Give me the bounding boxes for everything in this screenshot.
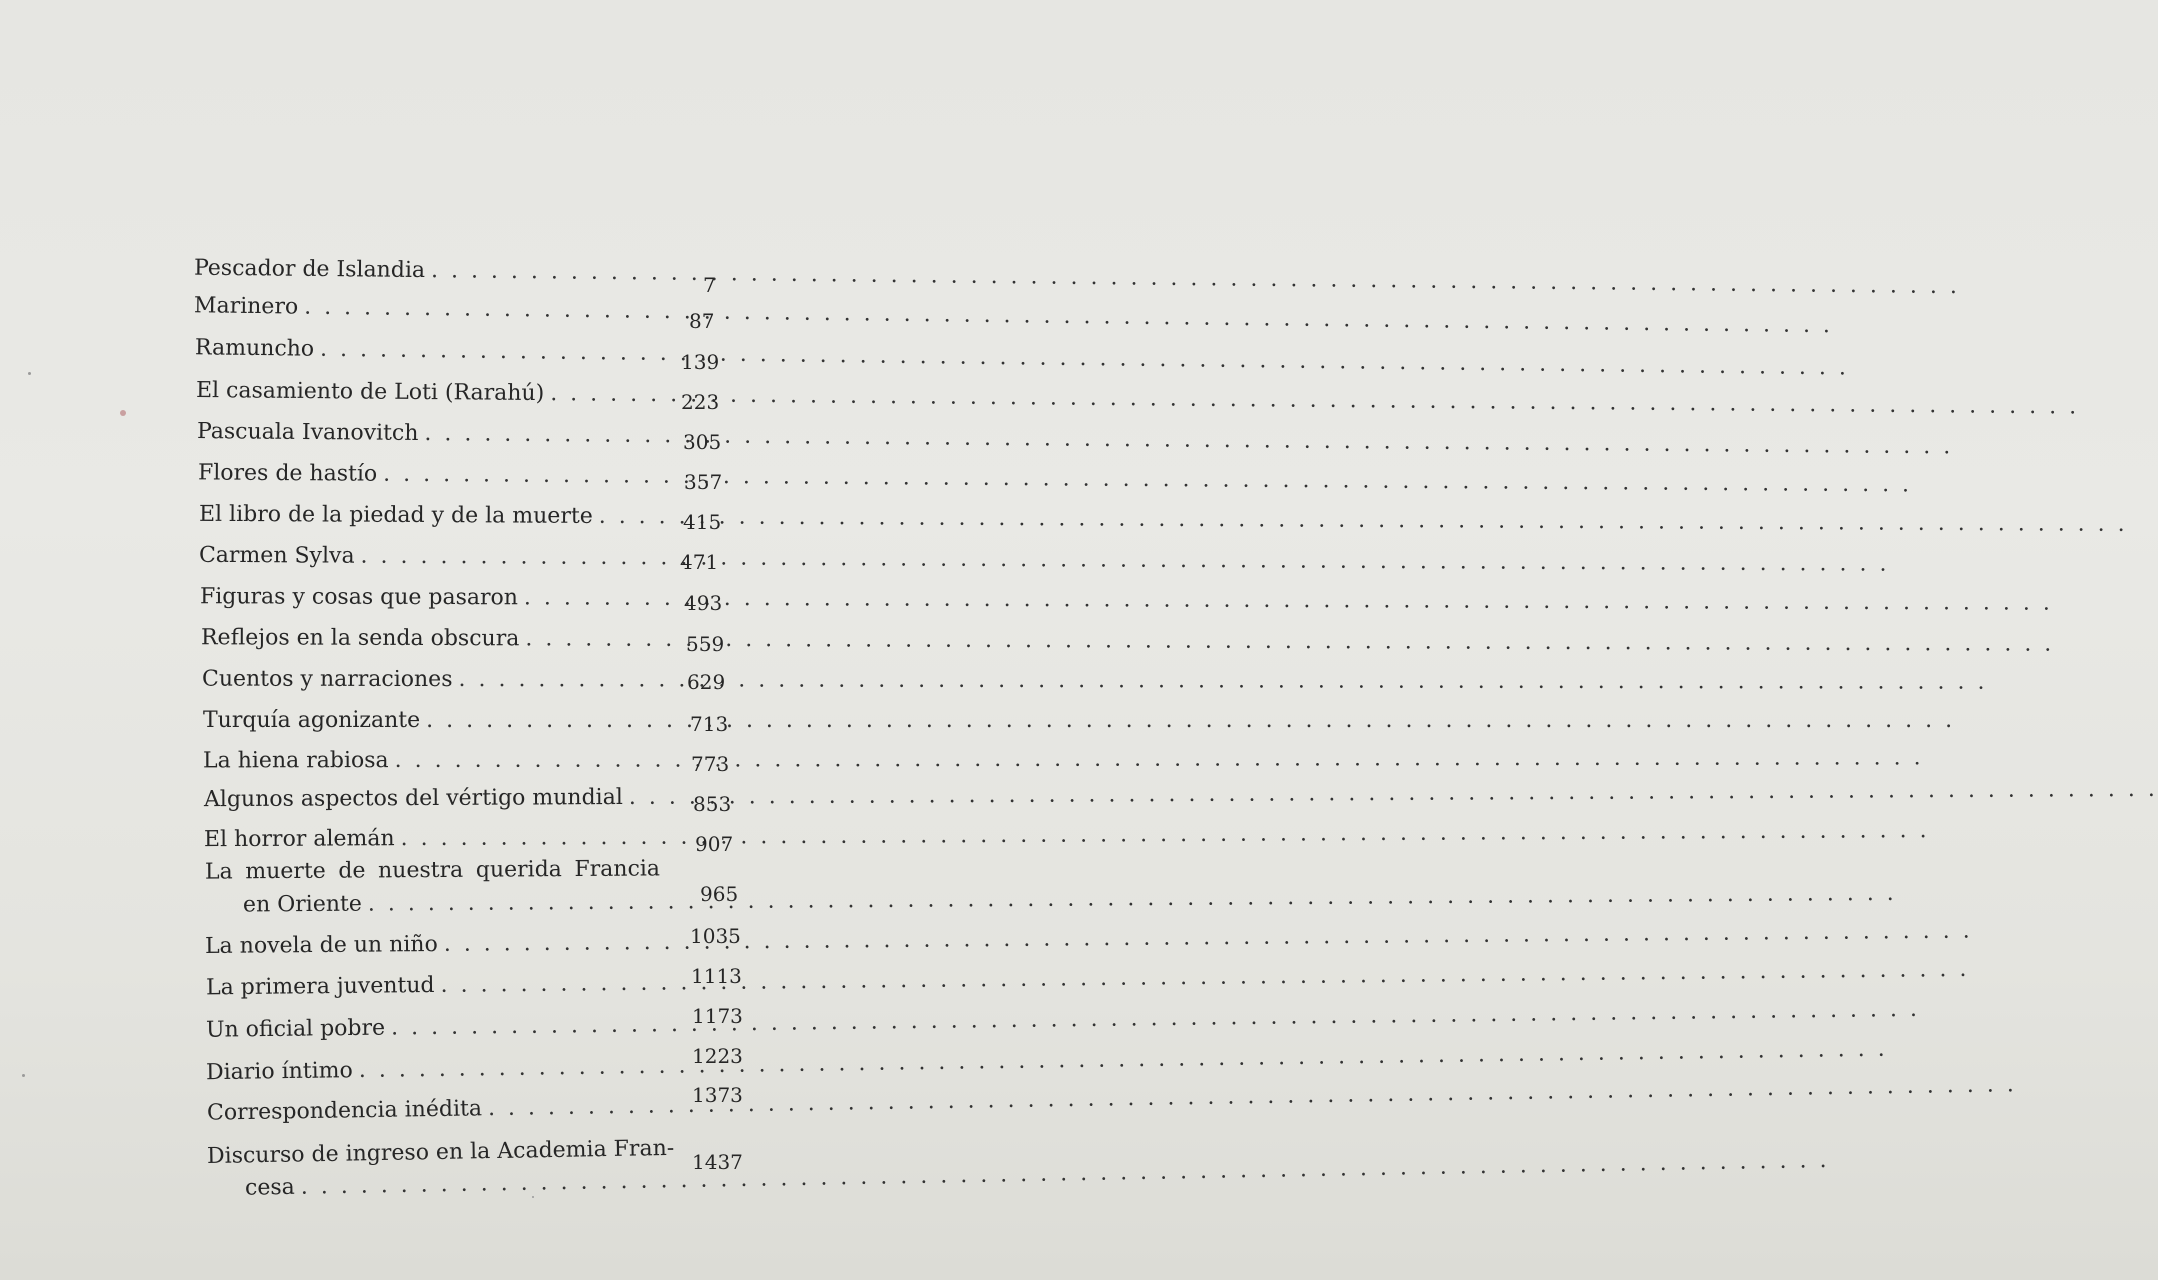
leader-dots xyxy=(401,818,1930,851)
toc-entry-title: Algunos aspectos del vértigo mundial xyxy=(203,784,623,813)
toc-entry-page: 223 xyxy=(681,390,720,414)
toc-entry-page: 87 xyxy=(689,309,715,333)
toc-entry xyxy=(203,708,655,733)
toc-entry xyxy=(200,584,652,611)
toc-entry-page: 629 xyxy=(687,670,726,694)
toc-entry-title: Pascuala Ivanovitch xyxy=(196,419,419,446)
leader-dots xyxy=(361,544,1890,577)
toc-entry-title-continued: en Oriente xyxy=(242,891,362,918)
leader-dots xyxy=(383,462,1912,498)
toc-entry xyxy=(199,502,649,529)
leader-dots xyxy=(629,777,2158,810)
toc-entry-title: Cuentos y narraciones xyxy=(201,666,453,693)
toc-entry-title: Flores de hastío xyxy=(197,460,378,487)
toc-entry xyxy=(206,1012,662,1043)
toc-entry-title: Un oficial pobre xyxy=(205,1015,386,1043)
toc-entry-page: 415 xyxy=(683,510,722,534)
leader-dots xyxy=(525,626,2054,656)
toc-entry-title: Turquía agonizante xyxy=(203,708,421,733)
toc-entry-title: Correspondencia inédita xyxy=(206,1096,483,1126)
toc-entry xyxy=(204,785,656,812)
toc-entry-title: Figuras y cosas que pasaron xyxy=(199,584,518,611)
toc-entry-page: 357 xyxy=(684,470,723,494)
leader-dots xyxy=(391,997,1920,1041)
toc-entry xyxy=(194,256,644,286)
toc-entry-title: El casamiento de Loti (Rarahú) xyxy=(195,378,545,407)
table-of-contents xyxy=(0,0,743,1280)
toc-entry-page: 139 xyxy=(681,350,720,374)
toc-entry-title: Pescador de Islandia xyxy=(193,255,426,284)
toc-entry-title: La novela de un niño xyxy=(204,931,438,959)
leader-dots xyxy=(426,708,1955,733)
leader-dots xyxy=(444,919,1973,957)
paper-speck xyxy=(120,410,126,416)
toc-entry-title: Reflejos en la senda obscura xyxy=(200,625,520,652)
paper-speck xyxy=(532,1196,534,1198)
toc-entry-page: 1437 xyxy=(692,1150,743,1174)
toc-entry xyxy=(203,748,655,774)
toc-entry xyxy=(198,460,648,488)
toc-entry xyxy=(194,293,644,323)
toc-entry-page: 7 xyxy=(703,273,716,297)
toc-entry-page: 713 xyxy=(690,712,729,736)
toc-entry-title: El libro de la piedad y de la muerte xyxy=(198,501,593,529)
leader-dots xyxy=(359,1037,1888,1083)
toc-entry-page: 1035 xyxy=(690,924,741,948)
toc-entry xyxy=(206,1054,663,1085)
leader-dots xyxy=(440,957,1969,998)
toc-entry-page: 1173 xyxy=(692,1004,743,1028)
leader-dots xyxy=(550,381,2079,419)
toc-entry-title: Marinero xyxy=(193,293,299,320)
toc-entry-page: 559 xyxy=(686,632,725,656)
toc-entry-page: 305 xyxy=(683,430,722,454)
toc-entry-title: Discurso de ingreso en la Academia Fran- xyxy=(206,1135,675,1170)
toc-entry-title: La primera juventud xyxy=(205,972,435,1001)
toc-entry-page: 1223 xyxy=(692,1044,743,1068)
toc-entry xyxy=(206,971,661,1001)
toc-entry-page: 1373 xyxy=(692,1083,743,1107)
leader-dots xyxy=(524,585,2053,615)
toc-entry-page: 853 xyxy=(693,792,732,816)
toc-entry xyxy=(243,890,658,918)
leader-dots xyxy=(304,295,1833,339)
toc-entry xyxy=(207,1093,665,1125)
toc-entry-page: 493 xyxy=(684,591,723,615)
toc-entry-title: La muerte de nuestra querida Francia xyxy=(204,856,661,885)
book-page xyxy=(0,0,743,1280)
toc-entry xyxy=(245,1168,665,1200)
toc-entry-page: 965 xyxy=(700,882,739,906)
toc-entry-title: Diario íntimo xyxy=(205,1058,353,1086)
toc-entry xyxy=(204,825,656,852)
toc-entry xyxy=(195,335,645,365)
toc-entry-page: 1113 xyxy=(691,964,742,988)
leader-dots xyxy=(395,745,1924,773)
leader-dots xyxy=(320,337,1849,381)
toc-entry-title-continued: cesa xyxy=(244,1174,295,1201)
leader-dots xyxy=(599,504,2128,537)
toc-entry-title: Ramuncho xyxy=(194,335,315,362)
toc-entry xyxy=(196,378,646,407)
toc-entry xyxy=(202,667,654,693)
toc-entry-page: 773 xyxy=(691,752,730,776)
toc-entry xyxy=(197,419,647,448)
paper-speck xyxy=(28,372,31,375)
leader-dots xyxy=(368,881,1897,917)
toc-entry-title: La hiena rabiosa xyxy=(202,748,389,774)
paper-speck xyxy=(22,1074,25,1077)
toc-entry xyxy=(205,930,660,959)
toc-entry-page: 471 xyxy=(680,550,719,574)
toc-entry xyxy=(201,625,653,652)
toc-entry xyxy=(199,543,651,570)
toc-entry-title: Carmen Sylva xyxy=(198,542,355,569)
toc-entry-page: 907 xyxy=(695,832,734,856)
leader-dots xyxy=(424,421,1953,459)
toc-entry-title: El horror alemán xyxy=(203,826,395,853)
leader-dots xyxy=(431,258,1960,299)
